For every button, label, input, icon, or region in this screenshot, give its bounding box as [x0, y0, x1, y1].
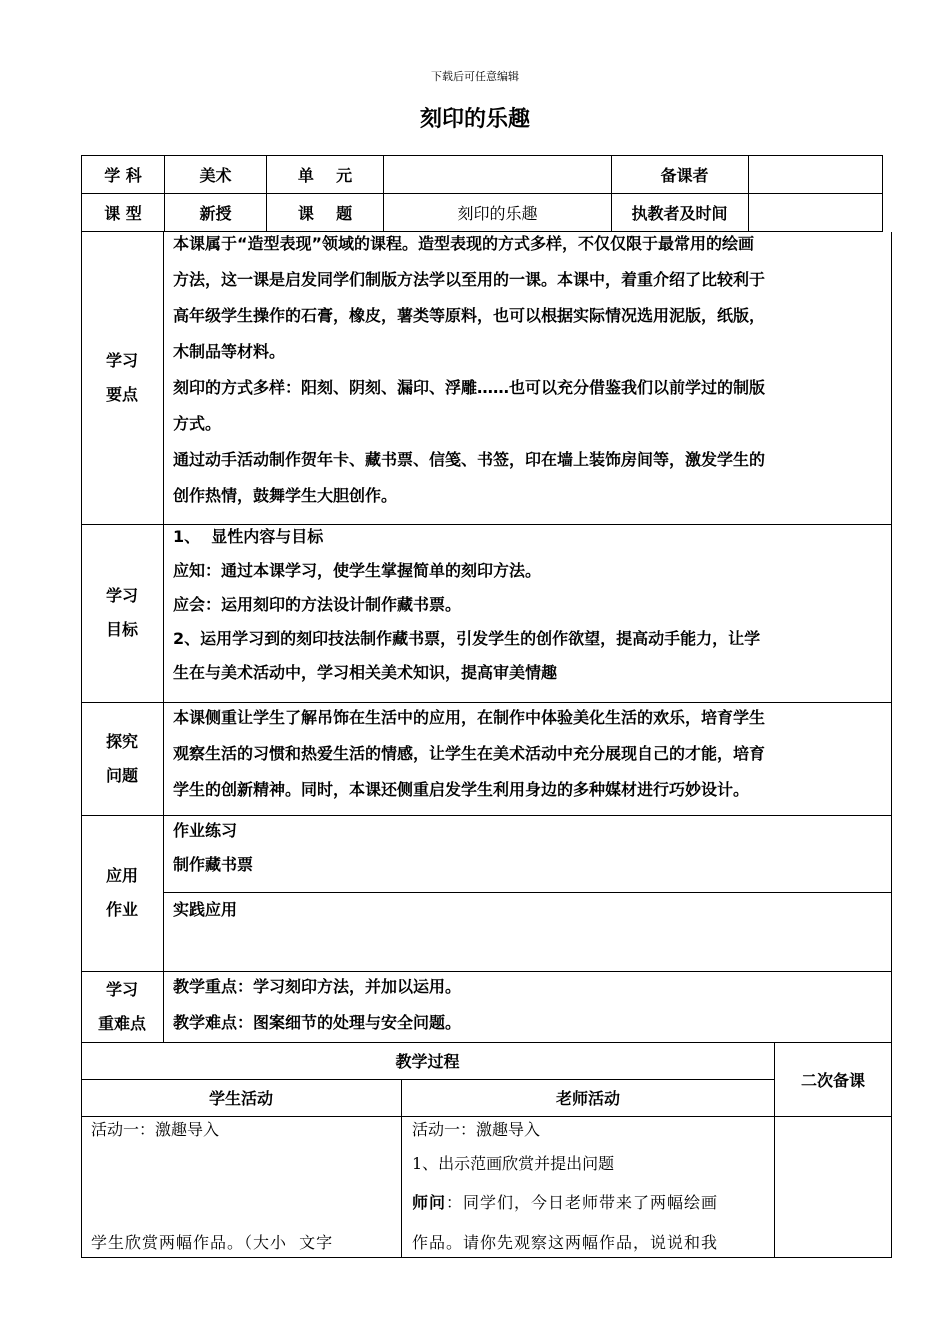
key-points-content [173, 226, 889, 514]
homework-label [81, 815, 163, 971]
unit-value [384, 155, 611, 193]
preparer-label: 备课者 [660, 165, 709, 185]
key-points-line: 通过动手活动制作贺年卡、藏书票、信笺、书签，印在墙上装饰房间等，激发学生的 [173, 450, 766, 469]
inquiry-line: 学生的创新精神。同时，本课还侧重启发学生利用身边的多种媒材进行巧妙设计。 [173, 780, 750, 799]
difficulties-label [81, 971, 163, 1042]
subject-label: 学 科 [104, 165, 142, 185]
difficulties-label-line2: 重难点 [97, 1013, 146, 1033]
homework-applied [173, 893, 889, 927]
topic-label: 课 题 [297, 203, 353, 223]
key-points-line: 方式。 [173, 414, 222, 433]
objectives-label-line2: 目标 [105, 620, 138, 639]
objectives-line: 应知：通过本课学习，使学生掌握简单的刻印方法。 [173, 561, 542, 580]
student-activity-line: 学生欣赏两幅作品。（大小 文字 [91, 1233, 334, 1252]
info-table [81, 155, 883, 232]
homework-practice [173, 814, 889, 882]
content-table [81, 232, 892, 1043]
teacher-activity-line: 作品。请你先观察这两幅作品，说说和我 [412, 1233, 719, 1252]
key-points-line: 木制品等材料。 [173, 342, 286, 361]
inquiry-label-line1: 探究 [105, 731, 138, 751]
inquiry-label [81, 702, 163, 815]
objectives-line: 1、 显性内容与目标 [173, 527, 324, 546]
inquiry-content [173, 700, 889, 808]
student-activity-line: 活动一：激趣导入 [91, 1120, 220, 1139]
objectives-label [81, 524, 163, 702]
applied-title: 实践应用 [173, 900, 238, 919]
process-title: 教学过程 [395, 1052, 460, 1071]
key-points-label-line2: 要点 [105, 385, 138, 404]
type-label: 课 型 [104, 203, 142, 223]
teacher-activity-line: 活动一：激趣导入 [412, 1120, 541, 1139]
objectives-content [173, 520, 889, 690]
practice-title: 作业练习 [173, 821, 238, 840]
teaching-difficulty: 教学难点：图案细节的处理与安全问题。 [173, 1013, 462, 1032]
teacher-time-label: 执教者及时间 [631, 203, 728, 223]
teacher-question-line [412, 1190, 718, 1216]
header-note: 下载后可任意编辑 [431, 70, 519, 83]
teacher-activity-header: 老师活动 [555, 1089, 620, 1108]
inquiry-label-line2: 问题 [105, 765, 138, 785]
process-table [81, 1042, 892, 1258]
objectives-label-line1: 学习 [105, 586, 138, 605]
subject-value: 美术 [199, 165, 232, 185]
key-points-line: 方法，这一课是启发同学们制版方法学以至用的一课。本课中，着重介绍了比较利于 [173, 270, 766, 289]
teacher-question-label: 师问 [412, 1193, 447, 1212]
objectives-line: 2、运用学习到的刻印技法制作藏书票，引发学生的创作欲望，提高动手能力，让学 [173, 629, 761, 648]
key-points-line: 高年级学生操作的石膏，橡皮，薯类等原料，也可以根据实际情况选用泥版，纸版， [173, 306, 766, 325]
difficulties-content [173, 969, 889, 1041]
inquiry-line: 观察生活的习惯和热爱生活的情感，让学生在美术活动中充分展现自己的才能，培育 [173, 744, 766, 763]
teaching-focus: 教学重点：学习刻印方法，并加以运用。 [173, 977, 462, 996]
key-points-line: 创作热情，鼓舞学生大胆创作。 [173, 486, 398, 505]
type-value: 新授 [199, 203, 232, 223]
key-points-label-line1: 学习 [105, 351, 138, 370]
page-title: 刻印的乐趣 [419, 107, 530, 132]
key-points-line: 本课属于“造型表现”领域的课程。造型表现的方式多样，不仅仅限于最常用的绘画 [173, 234, 755, 253]
inquiry-line: 本课侧重让学生了解吊饰在生活中的应用，在制作中体验美化生活的欢乐，培育学生 [173, 708, 766, 727]
objectives-line: 生在与美术活动中，学习相关美术知识，提高审美情趣 [173, 663, 558, 682]
unit-label: 单 元 [297, 165, 353, 185]
teacher-question-text: ：同学们，今日老师带来了两幅绘画 [446, 1193, 719, 1212]
teacher-activity-line: 1、出示范画欣赏并提出问题 [412, 1154, 615, 1173]
student-activity-header: 学生活动 [208, 1089, 273, 1108]
topic-value: 刻印的乐趣 [457, 203, 538, 223]
key-points-label [81, 232, 163, 524]
preparer-value [749, 155, 882, 193]
homework-label-line1: 应用 [105, 866, 138, 885]
practice-item: 制作藏书票 [173, 855, 254, 874]
objectives-line: 应会：运用刻印的方法设计制作藏书票。 [173, 595, 462, 614]
second-prep-header: 二次备课 [800, 1070, 865, 1090]
homework-label-line2: 作业 [105, 900, 138, 919]
key-points-line: 刻印的方式多样：阳刻、阴刻、漏印、浮雕……也可以充分借鉴我们以前学过的制版 [173, 378, 766, 397]
difficulties-label-line1: 学习 [105, 979, 138, 999]
